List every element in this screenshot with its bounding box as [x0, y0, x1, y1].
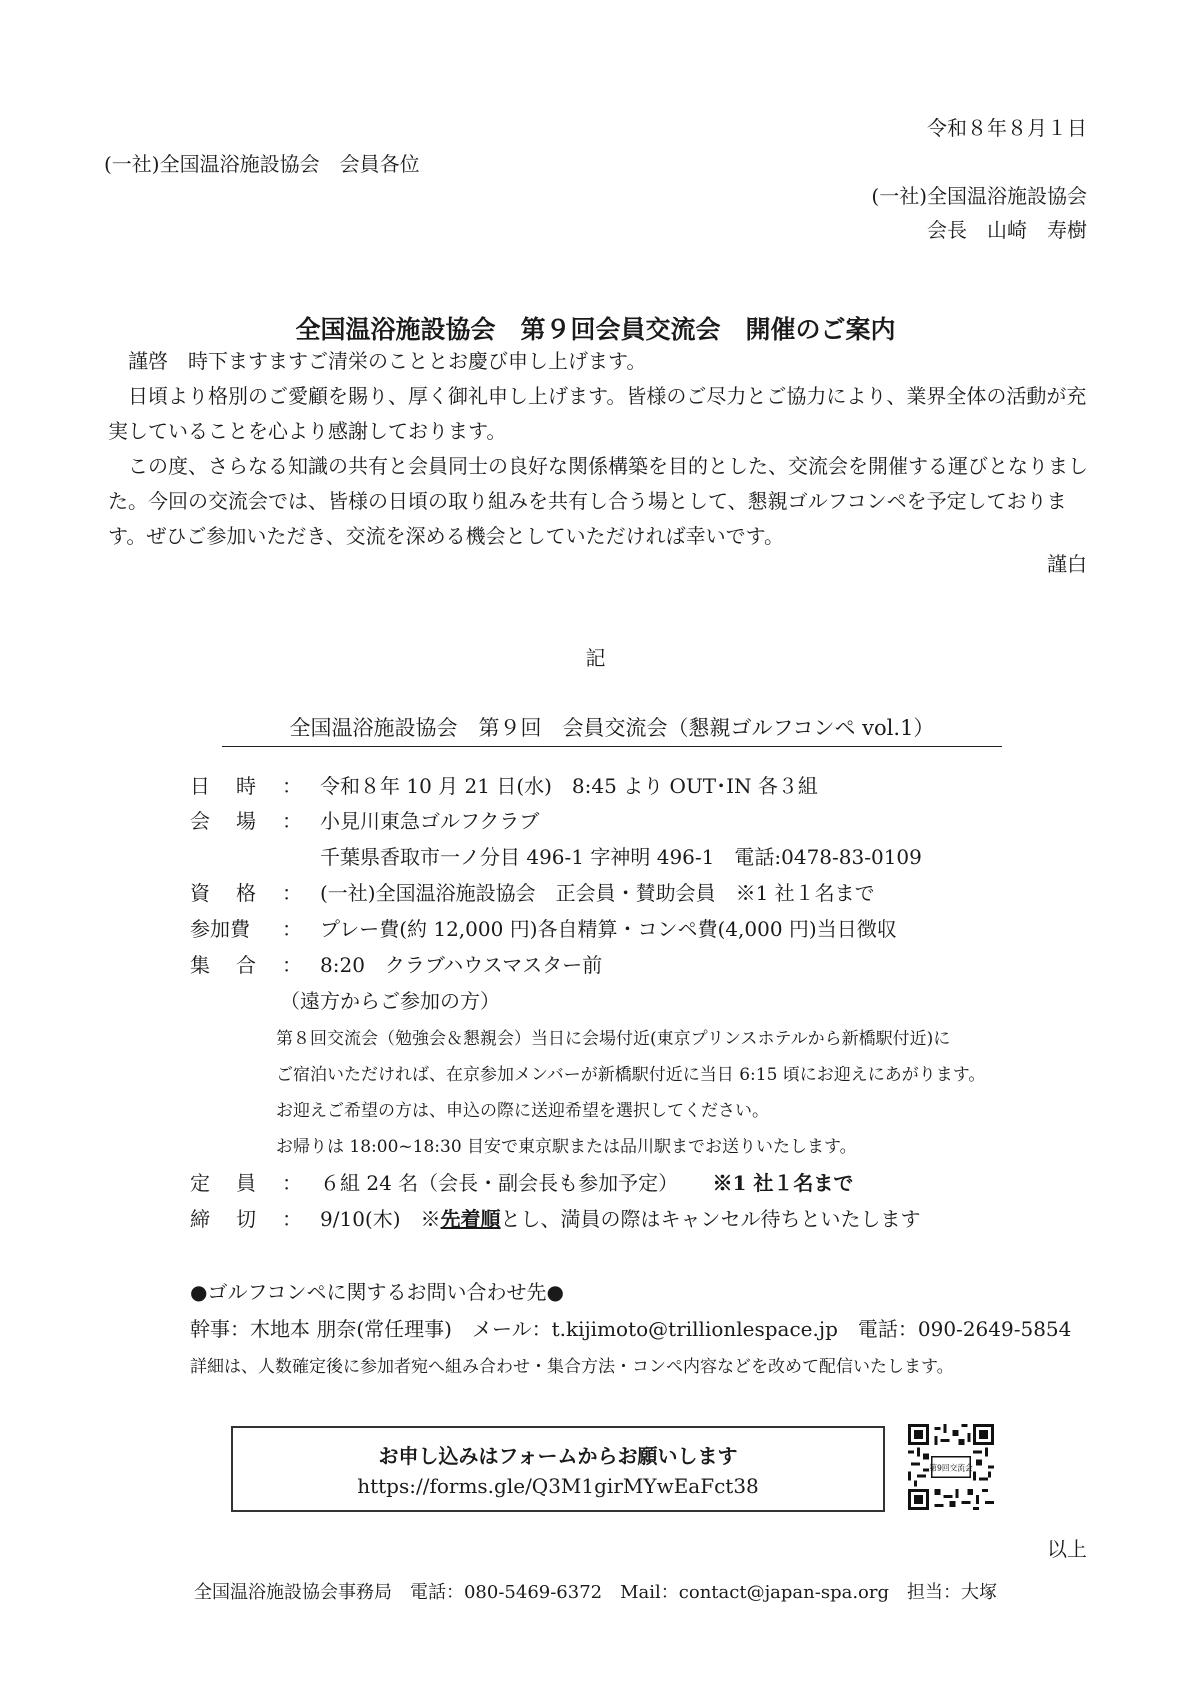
document-date: 令和８年８月１日	[927, 116, 1087, 140]
detail-colon: ：	[282, 1207, 302, 1231]
detail-label: 定員	[190, 1171, 282, 1195]
venue-address: 千葉県香取市一ノ分目 496-1 字神明 496-1 電話:0478-83-0109	[320, 845, 922, 869]
contact-heading: ●ゴルフコンペに関するお問い合わせ先●	[190, 1280, 564, 1304]
greeting-body	[108, 344, 1090, 554]
remote-note-line: ご宿泊いただければ、在京参加メンバーが新橋駅付近に当日 6:15 頃にお迎えにあがります。	[276, 1065, 986, 1085]
detail-value: 令和８年 10 月 21 日(水) 8:45 より OUT･IN 各３組	[320, 774, 818, 798]
detail-value	[320, 1203, 921, 1232]
greeting-paragraph-1: 謹啓 時下ますますご清栄のこととお慶び申し上げます。	[128, 349, 647, 373]
detail-colon: ：	[282, 917, 302, 941]
qr-code-icon[interactable]	[908, 1424, 994, 1510]
capacity-text: ６組 24 名（会長・副会長も参加予定）	[320, 1171, 679, 1195]
qr-code-label: 第9回交流会	[929, 1463, 973, 1473]
detail-value: (一社)全国温浴施設協会 正会員・賛助会員 ※1 社１名まで	[320, 881, 875, 905]
detail-colon: ：	[282, 881, 302, 905]
detail-colon: ：	[282, 809, 302, 833]
detail-value: 小見川東急ゴルフクラブ	[320, 809, 540, 833]
greeting-paragraph-2: 日頃より格別のご愛顧を賜り、厚く御礼申し上げます。皆様のご尽力とご協力により、業界全体の活動が充実していることを心より感謝しております。	[108, 384, 1087, 443]
remote-note-line: お帰りは 18:00~18:30 目安で東京駅または品川駅までお送りいたします。	[276, 1137, 857, 1157]
remote-note-line: 第８回交流会（勉強会＆懇親会）当日に会場付近(東京プリンスホテルから新橋駅付近)に	[276, 1029, 951, 1049]
detail-label: 集合	[190, 953, 282, 977]
remote-note-line: お迎えご希望の方は、申込の際に送迎希望を選択してください。	[276, 1101, 769, 1121]
detail-value	[320, 1167, 853, 1196]
contact-note: 詳細は、人数確定後に参加者宛へ組み合わせ・集合方法・コンペ内容などを改めて配信いたします。	[190, 1357, 954, 1377]
application-instruction: お申し込みはフォームからお願いします	[378, 1444, 738, 1468]
contact-line: 幹事：木地本 朋奈(常任理事) メール：t.kijimoto@trillionlespace.jp 電話：090-2649-5854	[190, 1317, 1072, 1341]
remote-heading: （遠方からご参加の方）	[280, 989, 500, 1013]
greeting-paragraph-3: この度、さらなる知識の共有と会員同士の良好な関係構築を目的とした、交流会を開催する運びとなりました。今回の交流会では、皆様の日頃の取り組みを共有し合う場として、懇親ゴルフコンペを予定しております。ぜひご参加いただき、交流を深める機会としていただければ幸いです。	[108, 454, 1088, 548]
detail-colon: ：	[282, 1171, 302, 1195]
sender-name: 会長 山崎 寿樹	[927, 218, 1087, 242]
first-come-emphasis: 先着順	[440, 1207, 501, 1231]
detail-value: 8:20 クラブハウスマスター前	[320, 953, 603, 977]
detail-colon: ：	[282, 953, 302, 977]
detail-label: 参加費	[190, 917, 250, 941]
detail-label: 日時	[190, 774, 282, 798]
deadline-date: 9/10(木) ※	[320, 1207, 441, 1231]
footer-contact: 全国温浴施設協会事務局 電話：080-5469-6372 Mail：contact@japan-spa.org 担当：大塚	[193, 1582, 998, 1603]
capacity-note: ※1 社１名まで	[712, 1171, 854, 1195]
recipient: (一社)全国温浴施設協会 会員各位	[104, 152, 420, 176]
application-url-link[interactable]: https://forms.gle/Q3M1girMYwEaFct38	[357, 1474, 759, 1498]
application-box	[231, 1426, 885, 1512]
detail-label: 締切	[190, 1207, 282, 1231]
document-title: 全国温浴施設協会 第９回会員交流会 開催のご案内	[295, 315, 896, 344]
detail-value: プレー費(約 12,000 円)各自精算・コンペ費(4,000 円)当日徴収	[320, 917, 897, 941]
closing-word: 謹白	[1047, 552, 1087, 576]
detail-colon: ：	[282, 774, 302, 798]
end-mark: 以上	[1047, 1537, 1087, 1561]
deadline-note: とし、満員の際はキャンセル待ちといたします	[500, 1207, 921, 1231]
event-subtitle: 全国温浴施設協会 第９回 会員交流会（懇親ゴルフコンペ vol.1）	[222, 712, 1002, 747]
detail-label: 会場	[190, 809, 282, 833]
sender-org: (一社)全国温浴施設協会	[871, 184, 1087, 208]
detail-label: 資格	[190, 881, 282, 905]
ki-heading: 記	[585, 646, 606, 670]
